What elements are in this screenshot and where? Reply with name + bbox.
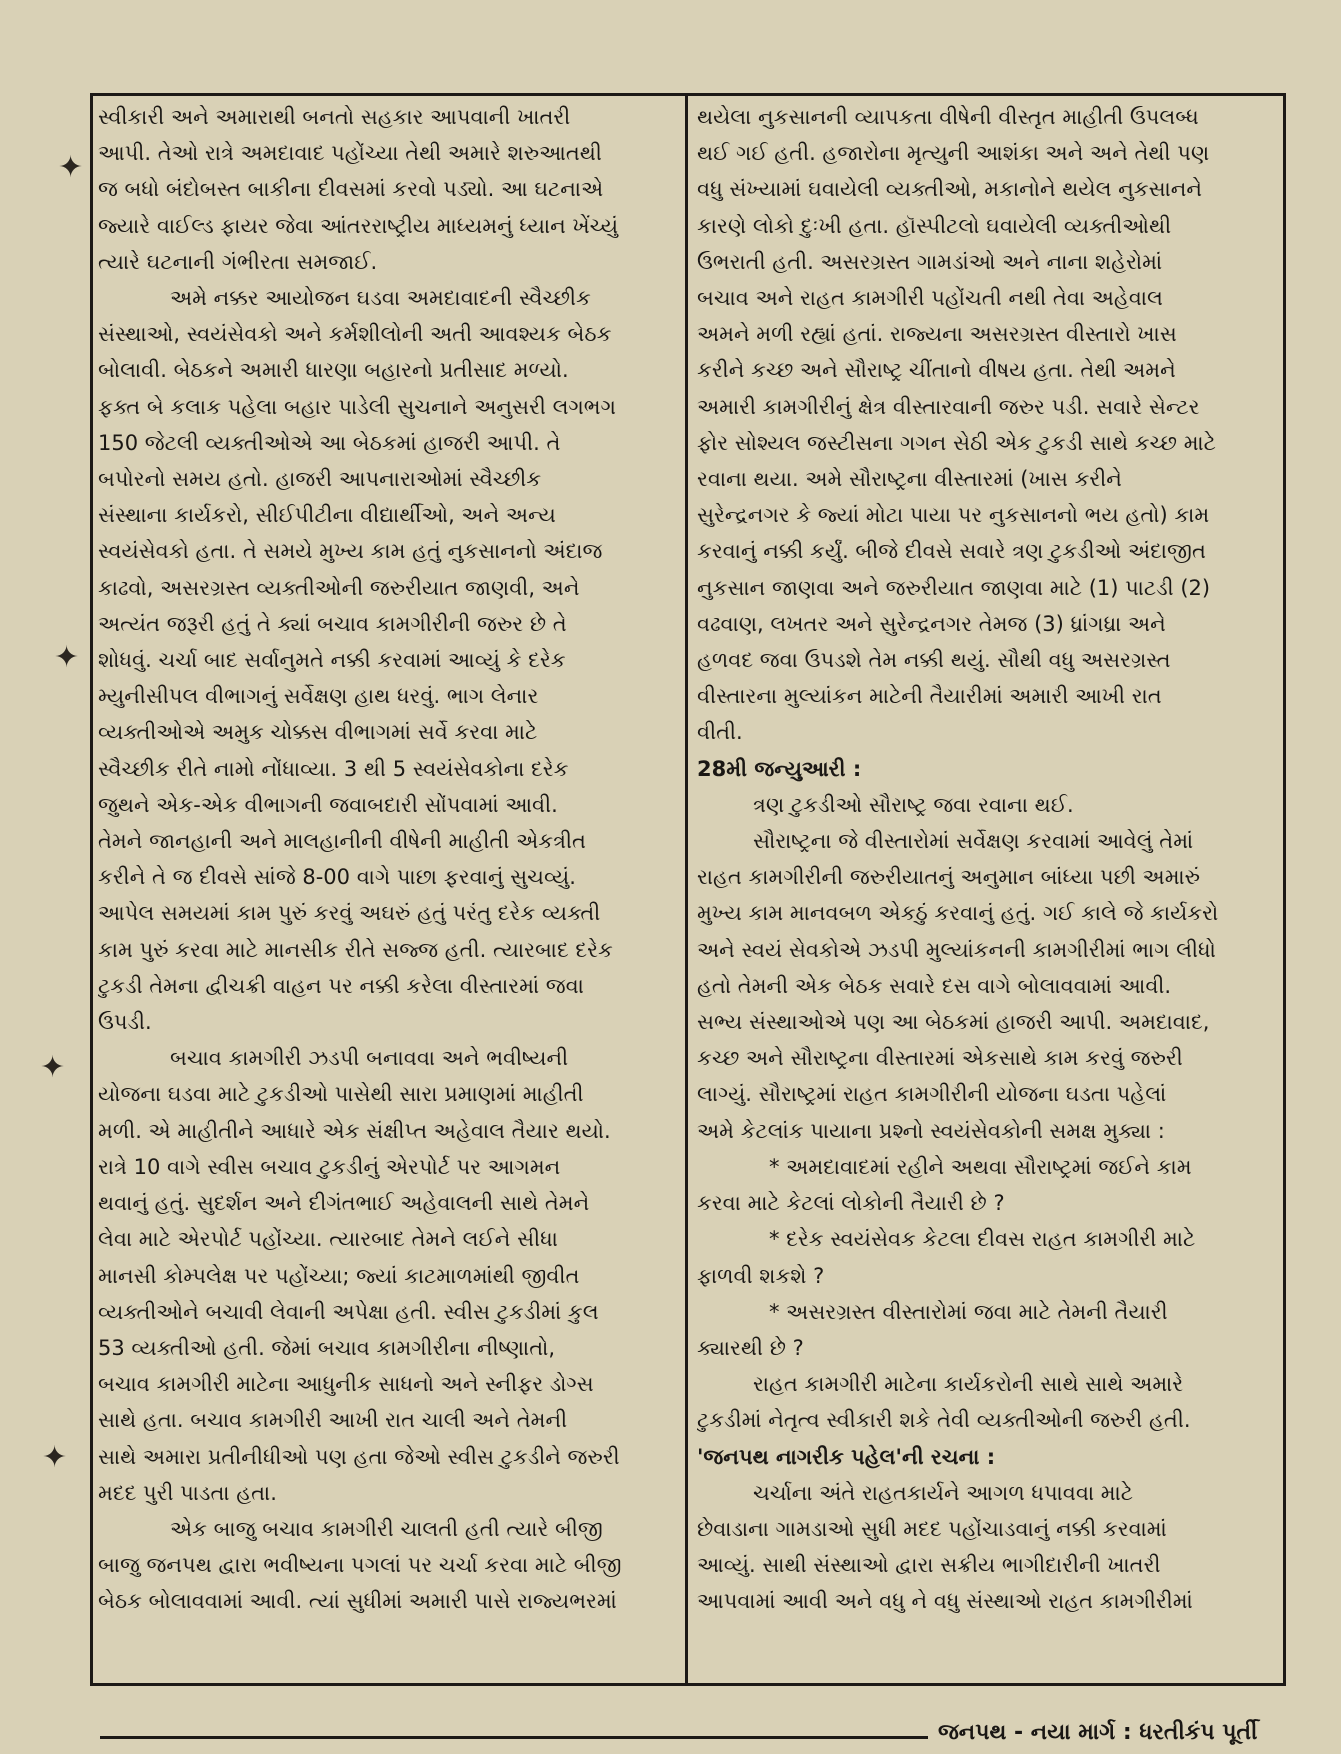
text-line: અમારી કામગીરીનું ક્ષેત્ર વીસ્તારવાની જરુર પડી. સવારે સેન્ટર	[697, 394, 1200, 419]
margin-mark: ✦	[58, 150, 84, 185]
text-line: 53 વ્યક્તીઓ હતી. જેમાં બચાવ કામગીરીના નીષ્ણાતો,	[98, 1335, 556, 1360]
text-line: રાત્રે 10 વાગે સ્વીસ બચાવ ટુકડીનું એરપોર્ટ પર આગમન	[98, 1154, 561, 1179]
text-line: આપેલ સમયમાં કામ પુરું કરવું અઘરું હતું પરંતુ દરેક વ્યક્તી	[98, 901, 601, 926]
text-line: સભ્ય સંસ્થાઓએ પણ આ બેઠકમાં હાજરી આપી. અમદાવાદ,	[697, 1010, 1210, 1035]
text-line: સાથે હતા. બચાવ કામગીરી આખી રાત ચાલી અને તેમની	[98, 1408, 568, 1433]
text-line: બચાવ અને રાહત કામગીરી પહોંચતી નથી તેવા અહેવાલ	[697, 286, 1163, 311]
text-line: સ્વીકારી અને અમારાથી બનતો સહકાર આપવાની ખાતરી	[98, 105, 571, 129]
paragraph-start-line: સૌરાષ્ટ્રના જે વીસ્તારોમાં સર્વેક્ષણ કરવામાં આવેલું તેમાં	[753, 829, 1194, 854]
text-line: મ્યુનીસીપલ વીભાગનું સર્વેક્ષણ હાથ ધરવું. ભાગ લેનાર	[98, 684, 539, 709]
bullet-item: * અસરગ્રસ્ત વીસ્તારોમાં જવા માટે તેમની તૈયારી	[769, 1299, 1168, 1324]
paragraph-start-line: ચર્ચાના અંતે રાહતકાર્યને આગળ ધપાવવા માટે	[753, 1480, 1133, 1505]
text-line: ટુકડી તેમના દ્વીચક્રી વાહન પર નક્કી કરેલા વીસ્તારમાં જવા	[98, 973, 584, 998]
text-line: ફક્ત બે કલાક પહેલા બહાર પાડેલી સુચનાને અનુસરી લગભગ	[98, 394, 616, 419]
footer-rule	[100, 1736, 928, 1739]
text-line: અમને મળી રહ્યાં હતાં. રાજ્યના અસરગ્રસ્ત વીસ્તારો ખાસ	[697, 322, 1177, 347]
text-line: થઈ ગઈ હતી. હજારોના મૃત્યુની આશંકા અને અને તેથી પણ	[697, 141, 1210, 166]
paragraph-start-line: એક બાજુ બચાવ કામગીરી ચાલતી હતી ત્યારે બીજી	[170, 1516, 603, 1541]
column-divider	[685, 93, 688, 1686]
paragraph-start-line: બચાવ કામગીરી ઝડપી બનાવવા અને ભવીષ્યની	[170, 1046, 569, 1071]
text-line: કરીને તે જ દીવસે સાંજે 8-00 વાગે પાછા ફરવાનું સુચવ્યું.	[98, 865, 576, 890]
text-line: શોધવું. ચર્ચા બાદ સર્વાનુમતે નક્કી કરવામાં આવ્યું કે દરેક	[98, 648, 566, 673]
text-line: જુથને એક-એક વીભાગની જવાબદારી સોંપવામાં આવી.	[98, 792, 558, 817]
section-heading-date: 28મી જન્યુઆરી :	[697, 756, 862, 781]
text-line: થયેલા નુકસાનની વ્યાપકતા વીષેની વીસ્તૃત માહીતી ઉપલબ્ધ	[697, 105, 1199, 129]
text-line: તેમને જાનહાની અને માલહાનીની વીષેની માહીતી એકત્રીત	[98, 829, 586, 854]
text-line: અને સ્વયં સેવકોએ ઝડપી મુલ્યાંકનની કામગીરીમાં ભાગ લીધો	[697, 937, 1216, 962]
paragraph-start-line: ત્રણ ટુકડીઓ સૌરાષ્ટ્ર જવા રવાના થઈ.	[753, 792, 1074, 817]
bullet-item: * દરેક સ્વયંસેવક કેટલા દીવસ રાહત કામગીરી માટે	[769, 1227, 1196, 1252]
text-line: મદદ પુરી પાડતા હતા.	[98, 1480, 277, 1505]
text-line: ઉપડી.	[98, 1010, 152, 1035]
text-line: વઢવાણ, લખતર અને સુરેન્દ્રનગર તેમજ (3) ધ્રાંગધ્રા અને	[697, 611, 1166, 636]
text-line: આપી. તેઓ રાત્રે અમદાવાદ પહોંચ્યા તેથી અમારે શરુઆતથી	[98, 141, 602, 166]
text-line: સંસ્થાના કાર્યકરો, સીઈપીટીના વીદ્યાર્થીઓ, અને અન્ય	[98, 503, 556, 528]
text-line: અમે કેટલાંક પાયાના પ્રશ્નો સ્વયંસેવકોની સમક્ષ મુક્યા :	[697, 1118, 1165, 1143]
text-line: ઉભરાતી હતી. અસરગ્રસ્ત ગામડાંઓ અને નાના શહેરોમાં	[697, 249, 1163, 274]
text-line: લાગ્યું. સૌરાષ્ટ્રમાં રાહત કામગીરીની યોજના ઘડતા પહેલાં	[697, 1082, 1167, 1107]
text-line: જ બધો બંદોબસ્ત બાકીના દીવસમાં કરવો પડ્યો. આ ઘટનાએ	[98, 177, 604, 202]
text-line: કામ પુરું કરવા માટે માનસીક રીતે સજ્જ હતી. ત્યારબાદ દરેક	[98, 937, 613, 962]
text-line: રાહત કામગીરીની જરુરીયાતનું અનુમાન બાંધ્યા પછી અમારું	[697, 865, 1201, 890]
text-line: સંસ્થાઓ, સ્વયંસેવકો અને કર્મશીલોની અતી આવશ્યક બેઠક	[98, 322, 612, 347]
paragraph-start-line: રાહત કામગીરી માટેના કાર્યકરોની સાથે સાથે અમારે	[753, 1372, 1184, 1397]
text-line: ત્યારે ઘટનાની ગંભીરતા સમજાઈ.	[98, 249, 378, 274]
text-line: ફોર સોશ્યલ જસ્ટીસના ગગન સેઠી એક ટુકડી સાથે કચ્છ માટે	[697, 430, 1216, 455]
text-line: વીતી.	[697, 720, 743, 745]
text-line: માનસી કોમ્પલેક્ષ પર પહોંચ્યા; જ્યાં કાટમાળમાંથી જીવીત	[98, 1263, 580, 1288]
text-line: કચ્છ અને સૌરાષ્ટ્રના વીસ્તારમાં એકસાથે કામ કરવું જરુરી	[697, 1046, 1183, 1071]
margin-mark: ✦	[54, 640, 80, 675]
text-line: આપવામાં આવી અને વધુ ને વધુ સંસ્થાઓ રાહત કામગીરીમાં	[697, 1589, 1193, 1614]
text-line: મુખ્ય કામ માનવબળ એકઠું કરવાનું હતું. ગઈ કાલે જે કાર્યકરો	[697, 901, 1219, 926]
text-line: કાઢવો, અસરગ્રસ્ત વ્યક્તીઓની જરુરીયાત જાણવી, અને	[98, 575, 580, 600]
text-line: સાથે અમારા પ્રતીનીધીઓ પણ હતા જેઓ સ્વીસ ટુકડીને જરુરી	[98, 1444, 620, 1469]
text-line: સ્વૈચ્છીક રીતે નામો નોંધાવ્યા. 3 થી 5 સ્વયંસેવકોના દરેક	[98, 756, 569, 781]
text-line: નુકસાન જાણવા અને જરુરીયાત જાણવા માટે (1) પાટડી (2)	[697, 575, 1211, 600]
text-line: 150 જેટલી વ્યક્તીઓએ આ બેઠકમાં હાજરી આપી. તે	[98, 430, 561, 455]
text-line: બપોરનો સમય હતો. હાજરી આપનારાઓમાં સ્વૈચ્છીક	[98, 467, 542, 492]
text-line: રવાના થયા. અમે સૌરાષ્ટ્રના વીસ્તારમાં (ખાસ કરીને	[697, 467, 1122, 492]
text-line: ફાળવી શકશે ?	[697, 1263, 825, 1288]
bullet-item: * અમદાવાદમાં રહીને અથવા સૌરાષ્ટ્રમાં જઈને કામ	[769, 1154, 1192, 1179]
text-line: થવાનું હતું. સુદર્શન અને દીગંતભાઈ અહેવાલની સાથે તેમને	[98, 1191, 590, 1216]
text-line: સુરેન્દ્રનગર કે જ્યાં મોટા પાયા પર નુકસાનનો ભય હતો) કામ	[697, 503, 1210, 528]
text-line: છેવાડાના ગામડાઓ સુધી મદદ પહોંચાડવાનું નક્કી કરવામાં	[697, 1516, 1167, 1541]
text-line: હતો તેમની એક બેઠક સવારે દસ વાગે બોલાવવામાં આવી.	[697, 973, 1172, 998]
text-line: મળી. એ માહીતીને આધારે એક સંક્ષીપ્ત અહેવાલ તૈયાર થયો.	[98, 1118, 611, 1143]
text-line: કરીને કચ્છ અને સૌરાષ્ટ્ર ચીંતાનો વીષય હતા. તેથી અમને	[697, 358, 1176, 383]
text-line: બેઠક બોલાવવામાં આવી. ત્યાં સુધીમાં અમારી પાસે રાજ્યભરમાં	[98, 1589, 617, 1614]
text-line: વીસ્તારના મુલ્યાંકન માટેની તૈયારીમાં અમારી આખી રાત	[697, 684, 1162, 709]
footer-publication-label: જનપથ - નયા માર્ગ : ધરતીકંપ પૂર્તી	[938, 1720, 1258, 1745]
text-line: ક્યારથી છે ?	[697, 1335, 804, 1360]
text-line: બાજુ જનપથ દ્વારા ભવીષ્યના પગલાં પર ચર્ચા કરવા માટે બીજી	[98, 1553, 622, 1578]
paragraph-start-line: અમે નક્કર આયોજન ઘડવા અમદાવાદની સ્વૈચ્છીક	[170, 286, 591, 311]
text-line: સ્વયંસેવકો હતા. તે સમયે મુખ્ય કામ હતું નુકસાનનો અંદાજ	[98, 539, 603, 564]
text-line: અત્યંત જરૂરી હતું તે ક્યાં બચાવ કામગીરીની જરુર છે તે	[98, 611, 567, 636]
margin-mark: ✦	[42, 1440, 68, 1475]
text-line: કારણે લોકો દુઃખી હતા. હૉસ્પીટલો ઘવાયેલી વ્યક્તીઓથી	[697, 213, 1172, 238]
text-line: કરવાનું નક્કી કર્યું. બીજે દીવસે સવારે ત્રણ ટુકડીઓ અંદાજીત	[697, 539, 1206, 564]
text-line: જ્યારે વાઈલ્ડ ફાયર જેવા આંતરરાષ્ટ્રીય માધ્યમનું ધ્યાન ખેંચ્યું	[98, 213, 619, 238]
margin-mark: ✦	[40, 1050, 66, 1085]
text-line: યોજના ઘડવા માટે ટુકડીઓ પાસેથી સારા પ્રમાણમાં માહીતી	[98, 1082, 584, 1107]
text-line: બચાવ કામગીરી માટેના આધુનીક સાધનો અને સ્નીફર ડોગ્સ	[98, 1372, 594, 1397]
text-line: વ્યક્તીઓએ અમુક ચોક્કસ વીભાગમાં સર્વે કરવા માટે	[98, 720, 538, 745]
text-line: આવ્યું. સાથી સંસ્થાઓ દ્વારા સક્રીય ભાગીદારીની ખાતરી	[697, 1553, 1161, 1578]
text-line: લેવા માટે એરપોર્ટ પહોંચ્યા. ત્યારબાદ તેમને લઈને સીધા	[98, 1227, 558, 1252]
text-line: બોલાવી. બેઠકને અમારી ધારણા બહારનો પ્રતીસાદ મળ્યો.	[98, 358, 569, 383]
text-line: હળવદ જવા ઉપડશે તેમ નક્કી થયું. સૌથી વધુ અસરગ્રસ્ત	[697, 648, 1171, 673]
text-line: ટુકડીમાં નેતૃત્વ સ્વીકારી શકે તેવી વ્યક્તીઓની જરુરી હતી.	[697, 1408, 1191, 1433]
text-line: કરવા માટે કેટલાં લોકોની તૈયારી છે ?	[697, 1191, 1005, 1216]
text-line: વ્યક્તીઓને બચાવી લેવાની અપેક્ષા હતી. સ્વીસ ટુકડીમાં કુલ	[98, 1299, 599, 1324]
right-column	[697, 99, 1275, 1620]
text-line: વધુ સંખ્યામાં ઘવાયેલી વ્યક્તીઓ, મકાનોને થયેલ નુકસાનને	[697, 177, 1203, 202]
left-column	[98, 99, 672, 1620]
section-heading: 'જનપથ નાગરીક પહેલ'ની રચના :	[697, 1444, 996, 1469]
